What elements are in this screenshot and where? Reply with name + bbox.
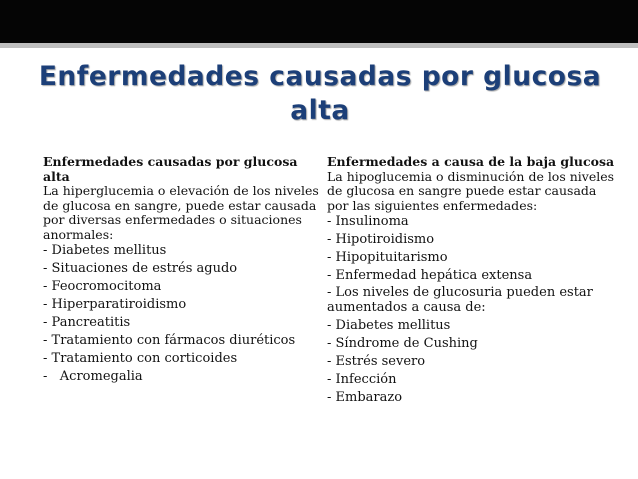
list-item: - Enfermedad hepática extensa [327, 268, 533, 283]
left-intro: La hiperglucemia o elevación de los niveles de glucosa en sangre, puede estar causada por diversas enfermedades o situaciones anormales: [43, 183, 319, 242]
right-heading: Enfermedades a causa de la baja glucosa [327, 154, 615, 169]
left-column [43, 155, 323, 386]
list-item: - Estrés severo [327, 354, 426, 369]
list-item: - Diabetes mellitus [43, 243, 167, 258]
right-list [327, 213, 617, 407]
top-bar-strip [0, 43, 638, 48]
list-item: - Hipopituitarismo [327, 250, 448, 265]
list-item: - Tratamiento con fármacos diuréticos [43, 333, 296, 348]
list-item: - Síndrome de Cushing [327, 336, 478, 351]
list-item: - Infección [327, 372, 397, 387]
list-item: - Hiperparatiroidismo [43, 297, 187, 312]
list-item: - Acromegalia [43, 369, 143, 384]
list-item: - Hipotiroidismo [327, 232, 435, 247]
slide-title: Enfermedades causadas por glucosa alta [38, 61, 602, 126]
list-item: - Diabetes mellitus [327, 318, 451, 333]
right-intro: La hipoglucemia o disminución de los niveles de glucosa en sangre puede estar causada por las siguientes enfermedades: [327, 168, 615, 213]
list-item: - Tratamiento con corticoides [43, 351, 238, 366]
list-item: - Pancreatitis [43, 315, 131, 330]
list-item: - Situaciones de estrés agudo [43, 261, 238, 276]
list-item: - Insulinoma [327, 214, 409, 229]
list-item: - Feocromocitoma [43, 279, 162, 294]
list-item: - Embarazo [327, 390, 403, 405]
list-item: - Los niveles de glucosuria pueden estar aumentados a causa de: [327, 285, 593, 315]
top-bar [0, 0, 638, 43]
left-heading: Enfermedades causadas por glucosa alta [43, 154, 298, 184]
right-column [327, 155, 617, 407]
left-list [43, 242, 323, 386]
